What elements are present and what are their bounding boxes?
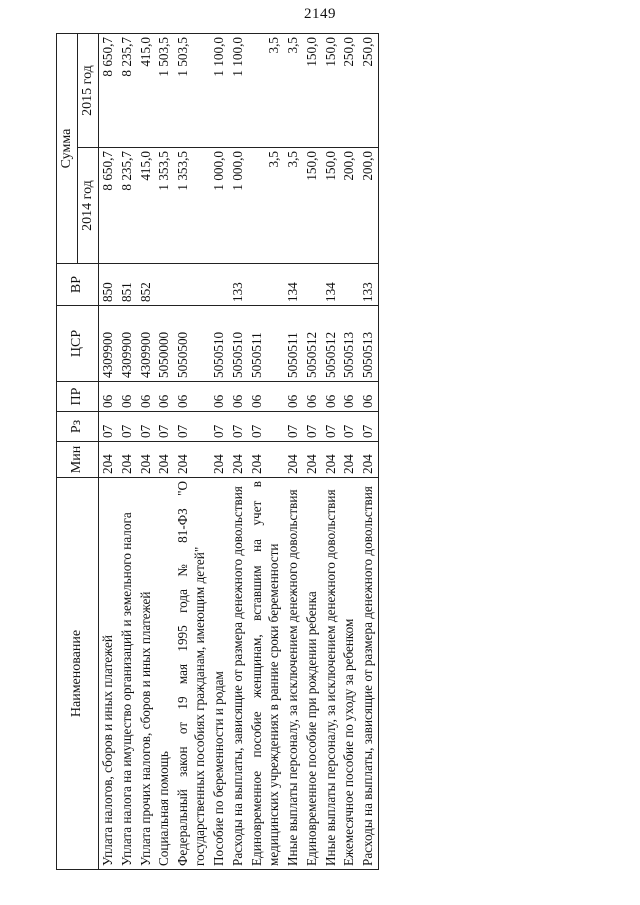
row-pr: 06 bbox=[155, 382, 174, 412]
table-row bbox=[118, 34, 137, 870]
row-min: 204 bbox=[284, 442, 303, 478]
row-sum-2015: 1 503,5 bbox=[155, 34, 174, 148]
row-rz: 07 bbox=[303, 412, 322, 442]
row-csr: 4309900 bbox=[98, 306, 117, 382]
row-name: Единовременное пособие при рождении ребенка bbox=[303, 478, 322, 870]
row-vr: 852 bbox=[137, 264, 156, 306]
row-name: Социальная помощь bbox=[155, 478, 174, 870]
row-vr: 134 bbox=[284, 264, 303, 306]
row-sum-2014: 415,0 bbox=[137, 148, 156, 264]
row-csr: 5050510 bbox=[210, 306, 229, 382]
row-rz: 07 bbox=[174, 412, 210, 442]
row-name: Иные выплаты персоналу, за исключением денежного довольствия bbox=[322, 478, 341, 870]
table-row bbox=[210, 34, 229, 870]
rotated-table-container bbox=[56, 30, 379, 870]
row-sum-2014: 8 650,7 bbox=[98, 148, 117, 264]
row-csr: 5050511 bbox=[284, 306, 303, 382]
row-pr: 06 bbox=[248, 382, 284, 412]
row-min: 204 bbox=[322, 442, 341, 478]
row-csr: 5050511 bbox=[248, 306, 284, 382]
header-min: Мин bbox=[57, 442, 99, 478]
row-sum-2014: 3,5 bbox=[248, 148, 284, 264]
row-sum-2014: 1 000,0 bbox=[229, 148, 248, 264]
row-name: Пособие по беременности и родам bbox=[210, 478, 229, 870]
row-sum-2015: 250,0 bbox=[359, 34, 378, 148]
row-sum-2015: 250,0 bbox=[340, 34, 359, 148]
row-rz: 07 bbox=[98, 412, 117, 442]
row-sum-2015: 1 503,5 bbox=[174, 34, 210, 148]
row-rz: 07 bbox=[118, 412, 137, 442]
row-sum-2014: 8 235,7 bbox=[118, 148, 137, 264]
row-pr: 06 bbox=[284, 382, 303, 412]
row-rz: 07 bbox=[322, 412, 341, 442]
row-sum-2015: 415,0 bbox=[137, 34, 156, 148]
row-vr bbox=[248, 264, 284, 306]
row-rz: 07 bbox=[229, 412, 248, 442]
row-name: Расходы на выплаты, зависящие от размера денежного довольствия bbox=[229, 478, 248, 870]
row-csr: 5050513 bbox=[359, 306, 378, 382]
row-vr bbox=[155, 264, 174, 306]
row-pr: 06 bbox=[98, 382, 117, 412]
row-sum-2014: 150,0 bbox=[322, 148, 341, 264]
row-min: 204 bbox=[118, 442, 137, 478]
row-pr: 06 bbox=[359, 382, 378, 412]
header-rz: Рз bbox=[57, 412, 99, 442]
row-min: 204 bbox=[155, 442, 174, 478]
row-rz: 07 bbox=[359, 412, 378, 442]
row-vr bbox=[174, 264, 210, 306]
row-min: 204 bbox=[248, 442, 284, 478]
row-pr: 06 bbox=[303, 382, 322, 412]
header-sum: Сумма bbox=[57, 34, 78, 264]
row-rz: 07 bbox=[248, 412, 284, 442]
page-number: 2149 bbox=[304, 6, 336, 22]
row-min: 204 bbox=[137, 442, 156, 478]
row-sum-2015: 150,0 bbox=[303, 34, 322, 148]
table-row bbox=[340, 34, 359, 870]
header-name: Наименование bbox=[57, 478, 99, 870]
row-pr: 06 bbox=[174, 382, 210, 412]
header-vr: ВР bbox=[57, 264, 99, 306]
row-sum-2014: 200,0 bbox=[340, 148, 359, 264]
row-csr: 4309900 bbox=[118, 306, 137, 382]
row-pr: 06 bbox=[118, 382, 137, 412]
header-pr: ПР bbox=[57, 382, 99, 412]
row-csr: 5050000 bbox=[155, 306, 174, 382]
row-sum-2014: 1 353,5 bbox=[174, 148, 210, 264]
table-row bbox=[248, 34, 284, 870]
row-name: Уплата прочих налогов, сборов и иных платежей bbox=[137, 478, 156, 870]
table-row bbox=[174, 34, 210, 870]
row-pr: 06 bbox=[322, 382, 341, 412]
row-rz: 07 bbox=[155, 412, 174, 442]
header-csr: ЦСР bbox=[57, 306, 99, 382]
row-vr: 133 bbox=[229, 264, 248, 306]
row-vr: 134 bbox=[322, 264, 341, 306]
row-vr: 851 bbox=[118, 264, 137, 306]
row-sum-2014: 200,0 bbox=[359, 148, 378, 264]
table-body bbox=[98, 34, 378, 870]
row-name: Иные выплаты персоналу, за исключением денежного довольствия bbox=[284, 478, 303, 870]
budget-table bbox=[56, 33, 379, 870]
row-min: 204 bbox=[303, 442, 322, 478]
table-row bbox=[229, 34, 248, 870]
row-name: Уплата налогов, сборов и иных платежей bbox=[98, 478, 117, 870]
table-header bbox=[57, 34, 99, 870]
row-name: Ежемесячное пособие по уходу за ребенком bbox=[340, 478, 359, 870]
row-name: Уплата налога на имущество организаций и земельного налога bbox=[118, 478, 137, 870]
row-sum-2014: 1 000,0 bbox=[210, 148, 229, 264]
table-row bbox=[303, 34, 322, 870]
row-pr: 06 bbox=[210, 382, 229, 412]
row-sum-2014: 1 353,5 bbox=[155, 148, 174, 264]
table-row bbox=[284, 34, 303, 870]
row-rz: 07 bbox=[284, 412, 303, 442]
row-name: Единовременное пособие женщинам, вставшим на учет в медицинских учреждениях в ранние сроки беременности bbox=[248, 478, 284, 870]
row-sum-2015: 3,5 bbox=[248, 34, 284, 148]
table-row bbox=[155, 34, 174, 870]
row-min: 204 bbox=[340, 442, 359, 478]
row-min: 204 bbox=[174, 442, 210, 478]
row-csr: 5050512 bbox=[322, 306, 341, 382]
row-pr: 06 bbox=[229, 382, 248, 412]
row-vr bbox=[210, 264, 229, 306]
row-sum-2015: 3,5 bbox=[284, 34, 303, 148]
row-rz: 07 bbox=[210, 412, 229, 442]
row-min: 204 bbox=[98, 442, 117, 478]
header-year-2014: 2014 год bbox=[77, 148, 98, 264]
row-min: 204 bbox=[359, 442, 378, 478]
row-vr bbox=[303, 264, 322, 306]
row-csr: 5050513 bbox=[340, 306, 359, 382]
row-sum-2014: 3,5 bbox=[284, 148, 303, 264]
row-vr: 133 bbox=[359, 264, 378, 306]
row-csr: 5050500 bbox=[174, 306, 210, 382]
row-csr: 5050510 bbox=[229, 306, 248, 382]
row-pr: 06 bbox=[137, 382, 156, 412]
row-csr: 5050512 bbox=[303, 306, 322, 382]
row-vr bbox=[340, 264, 359, 306]
row-sum-2015: 1 100,0 bbox=[210, 34, 229, 148]
row-sum-2015: 150,0 bbox=[322, 34, 341, 148]
table-row bbox=[359, 34, 378, 870]
table-row bbox=[98, 34, 117, 870]
row-rz: 07 bbox=[137, 412, 156, 442]
row-min: 204 bbox=[229, 442, 248, 478]
row-sum-2015: 8 650,7 bbox=[98, 34, 117, 148]
row-name: Федеральный закон от 19 мая 1995 года № 81-ФЗ "О государственных пособиях гражданам, имеющим детей" bbox=[174, 478, 210, 870]
row-pr: 06 bbox=[340, 382, 359, 412]
row-sum-2014: 150,0 bbox=[303, 148, 322, 264]
row-rz: 07 bbox=[340, 412, 359, 442]
row-sum-2015: 8 235,7 bbox=[118, 34, 137, 148]
row-csr: 4309900 bbox=[137, 306, 156, 382]
row-vr: 850 bbox=[98, 264, 117, 306]
row-min: 204 bbox=[210, 442, 229, 478]
header-year-2015: 2015 год bbox=[77, 34, 98, 148]
table-row bbox=[137, 34, 156, 870]
table-row bbox=[322, 34, 341, 870]
row-sum-2015: 1 100,0 bbox=[229, 34, 248, 148]
row-name: Расходы на выплаты, зависящие от размера денежного довольствия bbox=[359, 478, 378, 870]
